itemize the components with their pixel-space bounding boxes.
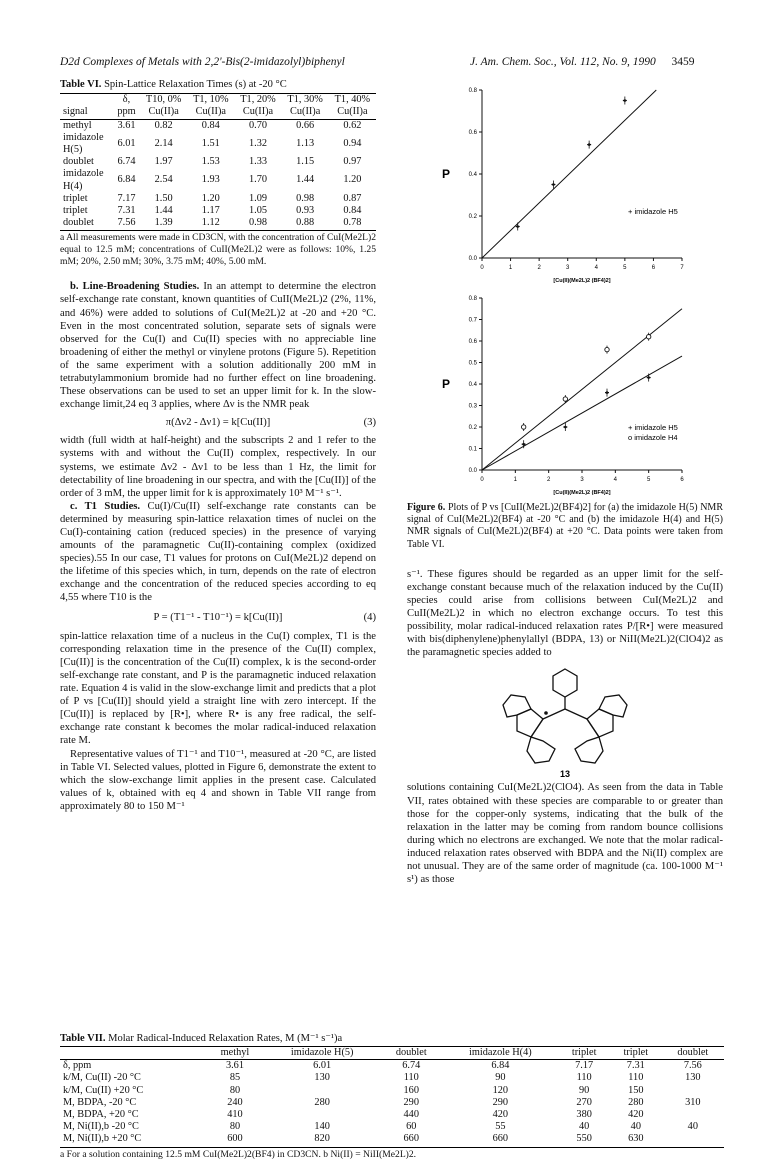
table-cell: 0.98 xyxy=(248,217,267,229)
table-cell: M, BDPA, +20 °C xyxy=(63,1109,139,1121)
x-tick-label: 4 xyxy=(594,265,598,271)
equation-4 xyxy=(60,611,376,624)
table-cell: triplet xyxy=(63,204,88,216)
table-cell: M, Ni(II),b +20 °C xyxy=(63,1133,142,1145)
x-axis-label: [Cu(II)(Me2L)2 (BF4)2] xyxy=(553,490,611,496)
table-cell: 3.61 xyxy=(117,119,136,131)
table-cell: 420 xyxy=(628,1109,644,1121)
table6 xyxy=(60,93,376,229)
table-cell: 0.82 xyxy=(154,119,173,131)
table7-block xyxy=(60,1032,724,1161)
x-axis-label: [Cu(II)(Me2L)2 (BF4)2] xyxy=(553,278,611,284)
table-cell: 600 xyxy=(227,1133,243,1145)
table-cell: 1.93 xyxy=(201,174,220,186)
x-tick-label: 1 xyxy=(513,477,518,483)
table-cell: 6.74 xyxy=(402,1060,421,1072)
table-cell: 1.39 xyxy=(154,217,173,229)
table-cell xyxy=(264,1109,380,1121)
table-cell: 1.09 xyxy=(248,192,267,204)
table-cell: imidazole H(4) xyxy=(63,168,104,192)
data-point-h4 xyxy=(563,397,567,401)
table-cell: 6.84 xyxy=(117,174,136,186)
y-tick-label: 0.2 xyxy=(468,214,477,220)
after-eq4-paragraph: spin-lattice relaxation time of a nucleus in the Cu(I) complex, T1 is the corresponding relaxation time in the presence of the Cu(II) complex, [Cu(II)] is the concentration of the Cu(II) complex, k is the second-order self-exchange rate constant, and P is the paramagnetic induced relaxation rate. Equation 4 is valid in the slow-exchange limit and predicts that a plot of P vs [Cu(II)] should yield a straight line with zero intercept. If the [Cu(II)] is replaced by [R•], where R• is any free radical, the self-exchange rate constant k becomes the molar radical-induced relaxation rate M. xyxy=(60,630,376,747)
table-cell: 1.70 xyxy=(248,174,267,186)
table-cell: 80 xyxy=(229,1121,241,1133)
table-cell: 1.20 xyxy=(201,192,220,204)
table-cell: M, BDPA, -20 °C xyxy=(63,1096,137,1108)
table7-body xyxy=(60,1060,724,1146)
table-cell: 130 xyxy=(685,1072,701,1084)
right-column xyxy=(407,502,723,886)
table6-header-cell: T1, 20% Cu(II)a xyxy=(240,94,276,118)
table-cell: 6.01 xyxy=(313,1060,332,1072)
table-cell: 280 xyxy=(314,1096,330,1108)
table-cell: 110 xyxy=(403,1072,419,1084)
table-cell: 110 xyxy=(628,1072,644,1084)
table7-title: Molar Radical-Induced Relaxation Rates, M (M⁻¹ s⁻¹)a xyxy=(108,1033,343,1044)
table-cell: 0.97 xyxy=(343,156,362,168)
x-tick-label: 7 xyxy=(680,265,684,271)
table-cell: δ, ppm xyxy=(63,1060,92,1072)
table-cell: 40 xyxy=(630,1121,641,1133)
table-cell: 630 xyxy=(628,1133,644,1145)
table-cell: 7.56 xyxy=(683,1060,702,1072)
data-point-h5-dot xyxy=(516,225,519,228)
data-point-h4 xyxy=(605,347,609,351)
table6-footnote: a All measurements were made in CD3CN, with the concentration of CuI(Me2L)2 equal to 12.5 mM; concentrations of CuII(Me2L)2 were as follows: 10%, 1.25 mM; 20%, 2.50 mM; 30%, 3.75 mM; 40%, 5.00 mM. xyxy=(60,232,376,268)
table-cell: methyl xyxy=(63,119,92,131)
table-cell: 0.70 xyxy=(248,119,267,131)
table6-header-cell: T1, 30% Cu(II)a xyxy=(287,94,323,118)
x-tick-label: 2 xyxy=(546,477,551,483)
y-tick-label: 0.1 xyxy=(468,446,477,453)
table-cell: 7.31 xyxy=(626,1060,645,1072)
table6-header-cell: T1, 40% Cu(II)a xyxy=(334,94,371,118)
table-cell: 1.33 xyxy=(248,156,267,168)
table-row xyxy=(60,132,376,156)
table-row xyxy=(60,168,376,192)
table-row xyxy=(60,156,376,168)
y-axis-label: P xyxy=(442,377,451,391)
x-tick-label: 0 xyxy=(480,265,484,271)
table-cell: 160 xyxy=(403,1084,419,1096)
equation-4-number: (4) xyxy=(363,611,376,623)
section-b-heading: b. Line-Broadening Studies. xyxy=(70,281,200,293)
x-tick-label: 2 xyxy=(537,265,541,271)
y-tick-label: 0.6 xyxy=(468,339,477,345)
table-cell: 1.53 xyxy=(201,156,220,168)
representative-values-paragraph: Representative values of T1⁻¹ and T10⁻¹, measured at -20 °C, are listed in Table VI. Selected values, plotted in Figure 6, demonstrate the extent to which the slow-exchange limit applies in the present case. Calculated values of k, obtained with eq 4 and shown in Table VII range from approximately 80 to 150 M⁻¹ xyxy=(60,748,376,812)
table-cell: 7.17 xyxy=(117,192,136,204)
data-point-h5-dot xyxy=(564,426,567,429)
x-tick-label: 6 xyxy=(680,477,684,483)
table6-header-cell: T10, 0% Cu(II)a xyxy=(145,94,182,118)
table-cell: 110 xyxy=(576,1072,592,1084)
table-cell: 1.44 xyxy=(154,204,173,216)
table-cell: doublet xyxy=(63,156,94,168)
table-cell: imidazole H(5) xyxy=(63,131,104,155)
right-paragraph-1: s⁻¹. These figures should be regarded as an upper limit for the self-exchange constant because much of the relaxation induced by the Cu(II) species could arise from collisions between CuI(Me2L)2 and CuII(Me2L)2 in which no electron exchange occurs. To test this possibility, molar radical-induced relaxation rates P/[R•] were measured with bis(diphenylene)phenylallyl (BDPA, 13) or NiII(Me2L)2(ClO4)2 as the paramagnetic species added to xyxy=(407,568,723,659)
table-cell: 7.31 xyxy=(117,204,136,216)
page-number: 3459 xyxy=(671,56,695,68)
table-cell: 1.05 xyxy=(248,204,267,216)
legend-entry: + imidazole H5 xyxy=(628,207,678,216)
table-cell: 290 xyxy=(403,1096,419,1108)
table-cell: 280 xyxy=(628,1096,644,1108)
table-cell: 7.17 xyxy=(575,1060,594,1072)
table7-header-cell: triplet xyxy=(623,1047,649,1058)
compound-number: 13 xyxy=(559,769,571,780)
table6-header-row xyxy=(60,94,376,119)
table-cell: 1.97 xyxy=(154,156,173,168)
table-row xyxy=(60,217,376,229)
table6-label: Table VI. xyxy=(60,79,102,90)
figure6b-chart xyxy=(400,292,720,502)
table-cell: 140 xyxy=(314,1121,330,1133)
section-c-paragraph xyxy=(60,500,376,605)
table6-body xyxy=(60,119,376,229)
table-cell: 7.56 xyxy=(117,217,136,229)
table-cell: doublet xyxy=(63,217,94,229)
figure6-caption-text: Plots of P vs [CuII(Me2L)2(BF4)2] for (a) the imidazole H(5) NMR signal of CuI(Me2L)2(BF4) at -20 °C and (b) the imidazole H(4) and H(5) NMR signals of CuI(Me2L)2(BF4) at +20 °C. Data points were taken from Table VI. xyxy=(407,502,723,550)
table7-header-row xyxy=(60,1047,724,1060)
table-cell: 0.66 xyxy=(296,119,315,131)
data-point-h5-dot xyxy=(588,143,591,146)
radical-dot xyxy=(544,712,548,716)
table-cell: 420 xyxy=(492,1109,509,1121)
equation-3 xyxy=(60,416,376,429)
table-row xyxy=(60,1072,724,1084)
x-tick-label: 3 xyxy=(566,265,570,271)
table7-header-cell: triplet xyxy=(571,1047,597,1058)
table-cell xyxy=(662,1109,724,1121)
equation-3-number: (3) xyxy=(363,417,376,429)
x-tick-label: 5 xyxy=(623,265,627,271)
table-cell: 1.15 xyxy=(296,156,315,168)
table-cell: 270 xyxy=(576,1096,592,1108)
table-cell: 1.51 xyxy=(201,137,220,149)
table-cell: M, Ni(II),b -20 °C xyxy=(63,1121,139,1133)
x-tick-label: 5 xyxy=(646,477,651,483)
left-column xyxy=(60,78,376,813)
table-cell: 90 xyxy=(495,1072,506,1084)
table-cell: 240 xyxy=(227,1096,243,1108)
x-tick-label: 3 xyxy=(580,477,584,483)
section-b-paragraph xyxy=(60,280,376,411)
y-tick-label: 0.5 xyxy=(468,360,477,367)
x-tick-label: 4 xyxy=(613,477,618,483)
table-cell: 0.98 xyxy=(296,192,315,204)
y-tick-label: 0.8 xyxy=(468,88,477,94)
table7-header-cell: methyl xyxy=(220,1047,250,1058)
table-cell: 1.50 xyxy=(154,192,173,204)
data-point-h5-dot xyxy=(552,183,555,186)
table-row xyxy=(60,193,376,205)
table-row xyxy=(60,1060,724,1073)
table-cell: 660 xyxy=(403,1133,419,1145)
table-cell: 55 xyxy=(495,1121,506,1133)
table-cell: k/M, Cu(II) -20 °C xyxy=(63,1072,141,1084)
data-point-h5-dot xyxy=(647,376,650,379)
table-row xyxy=(60,1109,724,1121)
table-cell: 0.62 xyxy=(343,119,362,131)
data-point-h5-dot xyxy=(606,391,609,394)
fit-line xyxy=(482,90,656,258)
table-cell: 0.78 xyxy=(343,217,362,229)
table6-header-cell: δ, ppm xyxy=(117,94,136,118)
table-cell: 1.20 xyxy=(343,174,362,186)
table-cell xyxy=(264,1085,380,1097)
table7-caption xyxy=(60,1032,724,1044)
table-cell: 0.94 xyxy=(343,137,362,149)
table-cell: 820 xyxy=(314,1133,330,1145)
table-cell: 0.88 xyxy=(296,217,315,229)
section-c-heading: c. T1 Studies. xyxy=(70,500,141,512)
y-tick-label: 0.2 xyxy=(468,425,477,431)
running-header-right xyxy=(470,56,695,68)
table7 xyxy=(60,1046,724,1146)
table6-header-cell: T1, 10% Cu(II)a xyxy=(193,94,229,118)
fit-line xyxy=(482,356,682,470)
y-tick-label: 0.8 xyxy=(468,296,477,302)
table-cell: 310 xyxy=(685,1096,701,1108)
table-cell: 60 xyxy=(406,1121,417,1133)
journal-citation: J. Am. Chem. Soc., Vol. 112, No. 9, 1990 xyxy=(470,56,656,68)
table-cell: 1.17 xyxy=(201,204,220,216)
table-cell xyxy=(662,1133,724,1145)
table-cell: 6.01 xyxy=(117,137,136,149)
fit-line xyxy=(482,309,682,470)
data-point-h5-dot xyxy=(522,443,525,446)
data-point-h4 xyxy=(521,425,525,429)
data-point-h4 xyxy=(646,335,650,339)
section-c-body: Cu(I)/Cu(II) self-exchange rate constants can be determined by measuring spin-lattice relaxation times of nuclei on the Cu(I)-containing cation (reduced species) in the presence of varying amounts of the paramagnetic Cu(II)-containing complex (oxidized species).55 In our case, T1 values for protons on CuI(Me2L)2 depend on the lifetime of this species which, in turn, depends on the rate of electron exchange and the concentration of the reduced species according to eq 4,55 where T10 is the xyxy=(60,500,376,604)
table-cell: 6.84 xyxy=(491,1060,510,1072)
x-tick-label: 6 xyxy=(651,265,656,271)
table-cell: 1.32 xyxy=(248,137,267,149)
table-cell: 0.87 xyxy=(343,192,362,204)
table-cell: 40 xyxy=(687,1121,698,1133)
table-cell: 6.74 xyxy=(117,156,136,168)
table-cell: 1.44 xyxy=(296,174,315,186)
table7-header-cell: doublet xyxy=(677,1047,709,1058)
table-cell: 290 xyxy=(492,1096,509,1108)
table-cell: 380 xyxy=(576,1109,592,1121)
table-cell: 1.13 xyxy=(296,137,315,149)
table-cell: 80 xyxy=(229,1084,241,1096)
y-axis-label: P xyxy=(442,167,451,181)
right-paragraph-2: solutions containing CuI(Me2L)2(ClO4). As seen from the data in Table VII, rates obtained with these species are comparable to or greater than those for the copper-only systems, indicating that the bulk of the relaxation in the latter may be coming from random bounce collisions during which no electrons are exchanged. We note that the molar radical-induced relaxation rates observed with BDPA and the Ni(II) complex are not unusual. They are of the same order of magnitude (ca. 100-1000 M⁻¹ s¹) as those xyxy=(407,782,723,886)
y-tick-label: 0.3 xyxy=(468,403,477,410)
table7-header-cell xyxy=(60,1047,206,1060)
after-eq3-paragraph: width (full width at half-height) and the subscripts 2 and 1 refer to the systems with and without the Cu(II) complex, respectively. In our systems, we estimate Δν2 - Δν1 to be less than 1 Hz, the limit for detectability of line broadening in our spectra, and with the [Cu(II)] of the order of 3 mM, the upper limit for k is approximately 10³ M⁻¹ s⁻¹. xyxy=(60,435,376,499)
table-cell: 0.84 xyxy=(201,119,220,131)
table-cell: k/M, Cu(II) +20 °C xyxy=(63,1084,144,1096)
bdpa-structure-drawing xyxy=(407,663,723,781)
table-cell xyxy=(662,1085,724,1097)
table-cell: 120 xyxy=(492,1084,509,1096)
table7-label: Table VII. xyxy=(60,1033,106,1044)
figure6-caption xyxy=(407,502,723,551)
table-cell: 130 xyxy=(314,1072,330,1084)
table-cell: 660 xyxy=(492,1133,509,1145)
x-tick-label: 1 xyxy=(508,265,513,271)
y-tick-label: 0.4 xyxy=(468,172,477,178)
table-row xyxy=(60,119,376,132)
table-row xyxy=(60,1133,724,1145)
running-header-left: D2d Complexes of Metals with 2,2'-Bis(2-imidazolyl)biphenyl xyxy=(60,56,345,68)
table-cell: 2.54 xyxy=(154,174,173,186)
table-cell: 550 xyxy=(576,1133,592,1145)
y-tick-label: 0.6 xyxy=(468,130,477,136)
y-tick-label: 0.0 xyxy=(468,256,477,262)
section-b-body: In an attempt to determine the electron self-exchange rate constant, known quantities of CuII(Me2L)2 (2%, 11%, and 46%) were added to solutions of CuI(Me2L)2 at -20 and +20 °C. Even in the most concentrated solution, separate sets of signals were observed for the Cu(I) and Cu(II) species with no appreciable line broadening of either the methyl or vinylene protons (Figure 5). Repetition of the same experiment with a solution additionally 200 mM in tetrabutylammonium bromide had no further effect on line broadening. These observations can be used to set an upper limit for k. In the slow-exchange limit,24 eq 3 applies, where Δν is the NMR peak xyxy=(60,281,377,411)
table7-header-cell: doublet xyxy=(395,1047,427,1058)
table-row xyxy=(60,205,376,217)
table-cell: 0.93 xyxy=(296,204,315,216)
table6-caption xyxy=(60,78,376,91)
figure6-label: Figure 6. xyxy=(407,502,446,513)
table-cell: 410 xyxy=(227,1109,243,1121)
table-cell: 40 xyxy=(579,1121,590,1133)
table-cell: 3.61 xyxy=(225,1060,244,1072)
table6-title: Spin-Lattice Relaxation Times (s) at -20 °C xyxy=(104,79,287,90)
table-row xyxy=(60,1085,724,1097)
table-cell: 0.84 xyxy=(343,204,362,216)
y-tick-label: 0.0 xyxy=(468,468,477,474)
table-cell: 2.14 xyxy=(154,137,173,149)
bdpa-structure xyxy=(503,669,627,763)
table7-header-cell: imidazole H(4) xyxy=(469,1047,532,1058)
legend-entry: + imidazole H5 xyxy=(628,423,678,432)
table-cell: 150 xyxy=(628,1084,644,1096)
table-row xyxy=(60,1121,724,1133)
table-cell: triplet xyxy=(63,192,88,204)
table7-header-cell: imidazole H(5) xyxy=(290,1047,354,1058)
x-tick-label: 0 xyxy=(480,477,484,483)
legend-entry: o imidazole H4 xyxy=(628,433,678,442)
table-cell: 440 xyxy=(403,1109,419,1121)
y-tick-label: 0.7 xyxy=(468,317,477,324)
y-tick-label: 0.4 xyxy=(468,382,477,388)
table6-header-cell: signal xyxy=(63,106,88,118)
equation-3-body: π(Δν2 - Δν1) = k[Cu(II)] xyxy=(165,417,271,429)
table-cell: 90 xyxy=(579,1084,590,1096)
table-row xyxy=(60,1097,724,1109)
table-cell: 1.12 xyxy=(201,217,220,229)
table-cell: 85 xyxy=(229,1072,241,1084)
table7-footnote: a For a solution containing 12.5 mM CuI(Me2L)2(BF4) in CD3CN. b Ni(II) = NiII(Me2L)2. xyxy=(60,1147,724,1161)
figure6a-chart xyxy=(400,80,720,295)
equation-4-body: P = (T1⁻¹ - T10⁻¹) = k[Cu(II)] xyxy=(153,611,283,623)
data-point-h5-dot xyxy=(624,99,627,102)
